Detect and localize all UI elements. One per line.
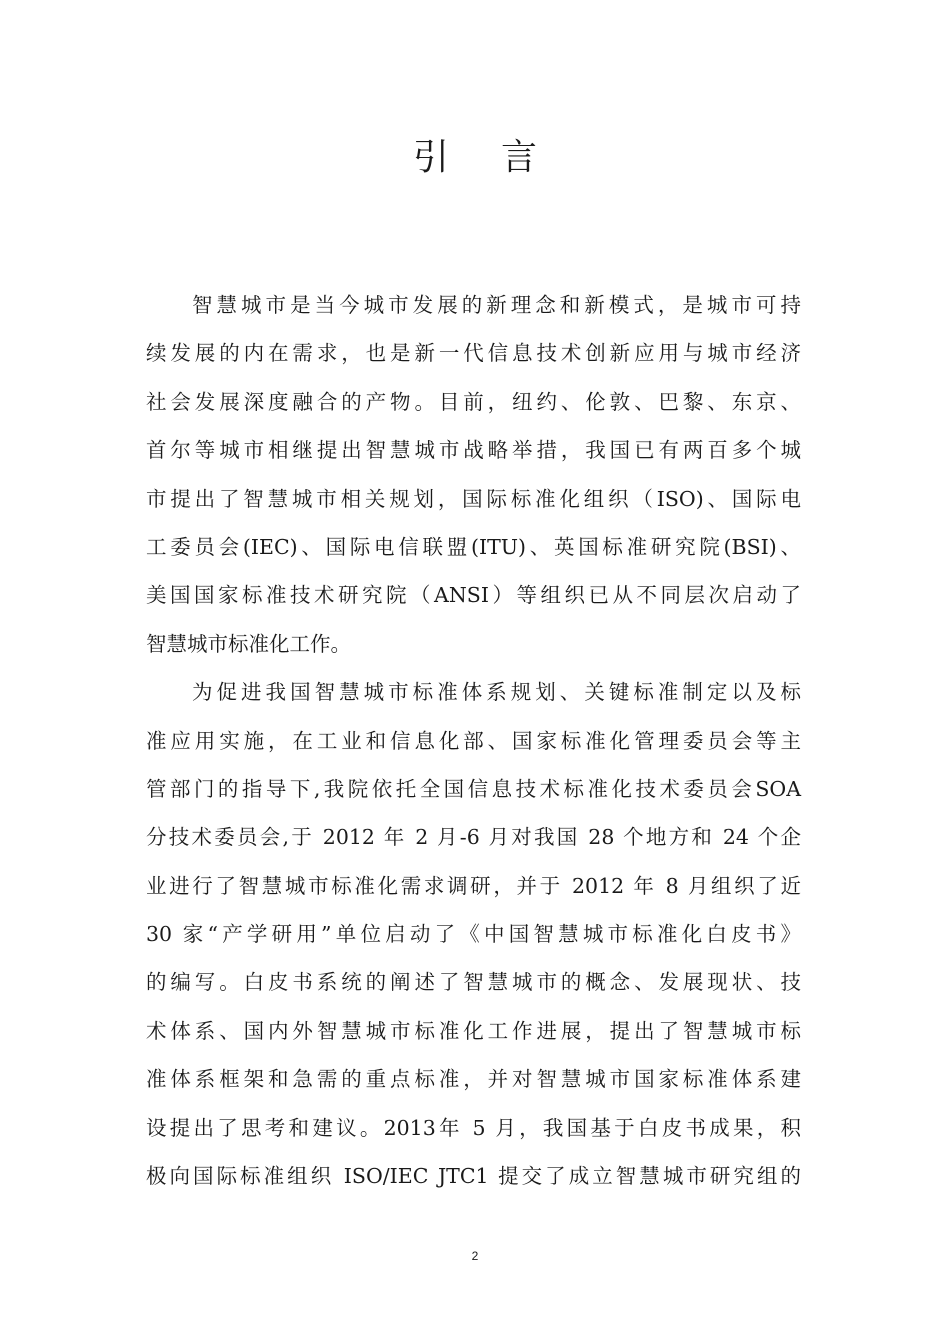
paragraph-2	[146, 668, 801, 1200]
paragraph-line: 术体系、国内外智慧城市标准化工作进展，提出了智慧城市标	[146, 1018, 801, 1043]
paragraph-line: 市提出了智慧城市相关规划，国际标准化组织（ISO)、国际电	[146, 486, 801, 511]
title-char-1: 引	[412, 137, 449, 178]
paragraph-line: 极向国际标准组织 ISO/IEC JTC1 提交了成立智慧城市研究组的	[146, 1164, 801, 1189]
paragraph-line: 准体系框架和急需的重点标准，并对智慧城市国家标准体系建	[146, 1067, 801, 1092]
paragraph-line: 管部门的指导下,我院依托全国信息技术标准化技术委员会SOA	[146, 776, 801, 801]
paragraph-line: 工委员会(IEC)、国际电信联盟(ITU)、英国标准研究院(BSI)、	[146, 534, 801, 559]
paragraph-line: 社会发展深度融合的产物。目前，纽约、伦敦、巴黎、东京、	[146, 389, 801, 414]
body-text	[146, 281, 801, 1200]
paragraph-line: 续发展的内在需求，也是新一代信息技术创新应用与城市经济	[146, 341, 801, 366]
paragraph-line: 智慧城市标准化工作。	[146, 631, 351, 656]
paragraph-line: 设提出了思考和建议。2013年 5 月，我国基于白皮书成果，积	[146, 1115, 801, 1140]
page-number: 2	[471, 1249, 479, 1263]
paragraph-line: 智慧城市是当今城市发展的新理念和新模式，是城市可持	[192, 293, 801, 317]
paragraph-line: 30 家“产学研用”单位启动了《中国智慧城市标准化白皮书》	[146, 922, 801, 947]
paragraph-line: 业进行了智慧城市标准化需求调研，并于 2012 年 8 月组织了近	[146, 873, 801, 898]
paragraph-line: 的编写。白皮书系统的阐述了智慧城市的概念、发展现状、技	[146, 970, 801, 995]
paragraph-line: 首尔等城市相继提出智慧城市战略举措，我国已有两百多个城	[146, 438, 801, 463]
paragraph-1	[146, 281, 801, 668]
page-title	[0, 136, 950, 180]
paragraph-line: 美国国家标准技术研究院（ANSI）等组织已从不同层次启动了	[146, 583, 801, 608]
paragraph-line: 准应用实施，在工业和信息化部、国家标准化管理委员会等主	[146, 728, 801, 753]
paragraph-line: 分技术委员会,于 2012 年 2 月-6 月对我国 28 个地方和 24 个企	[146, 825, 801, 850]
paragraph-line: 为促进我国智慧城市标准体系规划、关键标准制定以及标	[192, 680, 801, 705]
title-char-2: 言	[501, 137, 538, 178]
